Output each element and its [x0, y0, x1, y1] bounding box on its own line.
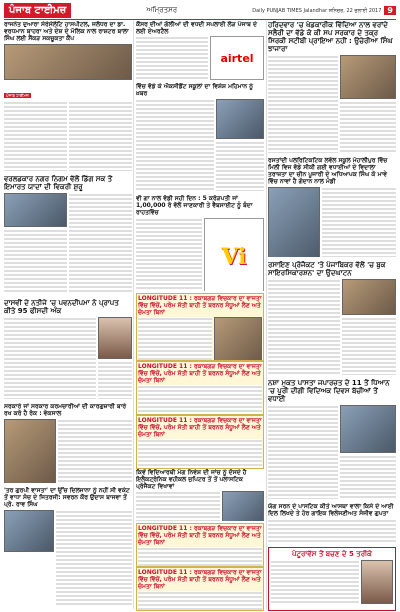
article-body [138, 439, 262, 469]
section-label: ਅਮ੍ਰਿਤਸਰ [146, 6, 178, 14]
article-body [138, 547, 262, 567]
article-headline: ਵੀ ਗਾ ਨਾਲ ਵੱਡੀ ਸਹੀ ਦਿਨ : 5 ਕਰੋੜਪਤੀ ਜਾਂ 1,00,000 ਰੋ ਵੱਲੋਂ ਜਾਣਕਾਰੀ ਤੇ ਵੈਬਸਾਈਟ ਨੂੰ ਬੰਦਾ ਰਾਹਤਵਿੱਚ [136, 195, 253, 216]
article [136, 195, 264, 291]
article [136, 523, 264, 567]
article-headline: ਰਾਜਨੇਤ ਦੁਆਰਾ ਸੇਰੇਸੇਲੇਟਿ ਹਾਸਪੀਟਲ, ਜਲੰਧਰ ਦਾ ਡਾ. ਵਰਧਮਾਨ ਬਾਹਰਾ ਅਤੇ ਦੇਸ਼ ਦੇ ਮੱਲਿਕ ਨਾਲ ਰਾਸ਼ਟਰ ਬਾਲਾ ਸਿੰਘ ਲਈ ਸੈਂਕੜ ਸਕਚੂਕਤਾ ਕੈਂਪ [4, 21, 129, 42]
article-body [138, 591, 262, 611]
page-number: 9 [384, 6, 396, 15]
article-body [216, 141, 264, 191]
article-headline: LONGITUDE 11 : ਰਕਾਬਗੜ ਵਿਚਕਾਰ ਦਾ ਵਾਜਤਾ ਵਿੱਚ ਵਿੱਚੋਂ, ਪਰੋਮ ਸੱਤੀ ਬਾਹੀ ਤੋਂ ਬਰਨਰ ਸੰਧੂਆਂ ਲੈਣ ਅਤੇ ਚੋਮਤਾ ਬਿਨਾਂ [138, 417, 262, 438]
article-headline: ਰਸਤਾਂਦੀ ਪਲਰਿਟਿਕਟਿਕ ਲਵੋਲ ਸਕੂਲ ਮੋਹਾਲੀਪੁਰ ਵਿੱਚ ਮਿਲੀ ਵਿਜ ਵੱਡੇ ਸੀਕੀ ਗਈ ਵਧਾਈਆਂ ਦੇ ਵਿਦਾਲਾ ਤਰਾਜ਼ਤਾ ਦਾ ਚੀਨ ਪੂਜਾਰੀ ਦੇ ਅਧਿਆਪਕ ਸਿੰਘ ਕੋ ਮਾਵੇ ਵਿੱਚ ਨਾਵਾਂ ਹੈ ਗੋਦਾਨ ਨਾਲ ਮੰਡੀ [268, 157, 388, 185]
article-headline: ਕੈਂਸਰ ਦੀਆਂ ਗੋਲੀਆਂ ਦੀ ਵਧਦੀ ਸਪਲਾਈ ਲੋੜ ਪੰਜਾਬ ਦੇ ਲਈ ਏਅਰਟੈਲ [136, 21, 257, 35]
article-photo [342, 279, 396, 315]
article-headline: LONGITUDE 11 : ਰਕਾਬਗੜ ਵਿਚਕਾਰ ਦਾ ਵਾਜਤਾ ਵਿੱਚ ਵਿੱਚੋਂ, ਪਰੋਮ ਸੱਤੀ ਬਾਹੀ ਤੋਂ ਬਰਨਰ ਸੰਧੂਆਂ ਲੈਣ ਅਤੇ ਚੋਮਤਾ ਬਿਨਾਂ [138, 569, 262, 590]
article [136, 83, 264, 191]
article [136, 469, 264, 521]
article-photo [4, 419, 56, 483]
column-middle [136, 21, 264, 609]
article-headline: LONGITUDE 11 : ਰਕਾਬਗੜ ਵਿਚਕਾਰ ਦਾ ਵਾਜਤਾ ਵਿੱਚ ਵਿੱਚੋਂ, ਪਰੋਮ ਸੱਤੀ ਬਾਹੀ ਤੋਂ ਬਰਨਰ ਸੰਧੂਆਂ ਲੈਣ ਅਤੇ ਚੋਮਤਾ ਬਿਨਾਂ [138, 295, 262, 316]
feature-title: ਪੇਟੂਰਾਵੱਸ ਤੋਂ ਬਚਣ ਦੇ 5 ਤਰੀਕੇ [292, 550, 372, 558]
column-divider [133, 21, 134, 609]
article-photo [268, 187, 320, 257]
article-body [136, 99, 214, 191]
article-headline: ਦਾਸਵੀਂ ਦੇ ਨਤੀਜੇ 'ਚ ਪਵਨਦੀਪਮਾ ਨੇ ਪ੍ਰਾਪਤ ਕੀਤੇ 95 ਫੀਸਦੀ ਅੰਕ [4, 299, 119, 315]
article-body [322, 187, 396, 257]
article-headline: LONGITUDE 11 : ਰਕਾਬਗੜ ਵਿਚਕਾਰ ਦਾ ਵਾਜਤਾ ਵਿੱਚ ਵਿੱਚੋਂ, ਪਰੋਮ ਸੱਤੀ ਬਾਹੀ ਤੋਂ ਬਰਨਰ ਸੰਧੂਆਂ ਲੈਣ ਅਤੇ ਚੋਮਤਾ ਬਿਨਾਂ [138, 525, 262, 546]
article-photo [214, 317, 262, 361]
article [136, 567, 264, 611]
article-body [340, 101, 396, 153]
article-photo [4, 510, 54, 552]
article [136, 21, 264, 81]
article [136, 361, 264, 415]
article-body [136, 36, 208, 80]
article [268, 261, 396, 375]
article-body [268, 519, 396, 543]
article-headline: 'ਤਰ ਗੁਰਪੀ ਵਾਸਤਾ' ਦਾ ਉੱਚ ਦਿਲਜਾਨਾ ਨੂੰ ਨਹੀਂ ਸੀ ਵਕੇਟ ਤੋਂ ਵਾਧਾ ਸੋਚ ਦੇ ਜਿਤਰਜੀ: ਸਵਰਨ ਕੌਰ ਉਦਾਸ ਬਾਜਵਾ ਤੋਂ ਪ੍ਰੋ. ਰਾਵ ਸਿੰਘ [4, 487, 130, 508]
column-divider [266, 21, 267, 609]
vi-logo: Vi [204, 218, 264, 291]
newspaper-title: ਪੰਜਾਬ ਟਾਈਮਜ਼ [4, 3, 71, 18]
article-photo [216, 99, 264, 139]
article-body [268, 55, 338, 153]
student-photo [98, 317, 132, 359]
airtel-logo: airtel [210, 36, 264, 80]
article-body [271, 560, 359, 604]
article-body [136, 491, 220, 521]
health-feature [268, 547, 396, 611]
column-left [4, 21, 132, 609]
article-headline: ਵਰਲਡਕਾਰ ਨਗਰ ਨਿਗਮ ਵੱਲੋਂ ਡਿੱਗ ਸਕ ਤੋਂ ਇਮਾਰਤ ਯਾਦਾਂ ਦੀ ਵਿਕਰੀ ਸ਼ੁਰੂ [4, 175, 113, 191]
article-body [138, 317, 212, 361]
article-photo [340, 55, 396, 99]
article-body [268, 405, 338, 499]
article-body [138, 385, 262, 415]
article-body [268, 279, 340, 375]
column-right [268, 21, 396, 609]
article-headline: ਕਿਵੇਂ ਵਿਦਿਆਰਥੀ ਮੰਗ ਨਿਵੇਸ਼ ਦੀ ਜਾਂਚ ਨੂੰ ਦੱਸਦੇ ਹੈ ਇਲੈਕਟ੍ਰੋਨਿਕ ਵਹੀਕਲ ਜੁਪਿਟਰ ਤੋਂ ਤੋਂ ਪਲਾਸਟਿਕ ਪ੍ਰੋਜੈਕਟ ਵਿਖਾਵਾਂ [136, 469, 247, 490]
article [4, 21, 132, 171]
article [4, 403, 132, 483]
issue-info [252, 6, 396, 15]
article-body [4, 101, 67, 171]
article-photo [4, 193, 67, 227]
article-body [58, 419, 132, 483]
article [4, 299, 132, 399]
article [268, 503, 396, 543]
article-photo [340, 405, 396, 453]
article-body [69, 101, 132, 171]
article-headline: ਹਰਿਦਵਾਰ 'ਚ ਖੇਡਕਾਰੀਕ ਵਿੱਦਿਆ ਨਾਲ ਵਰਾਂਦੇ ਸਲੈਰੀ ਦਾ ਵੱਡੇ ਕੇ ਕੀ ਸਪ ਸਰਕਾਰ ਦੇ ਤਕ੍ਰ ਸਿਰਕੀ ਸਟੀਬੀ ਪ੍ਰਾਇਆ ਨਹੀਂ : ਉਚੇਰੀਆ ਸਿੰਘ ਝਾਜਾਰਾ [268, 21, 393, 53]
article-body [340, 455, 396, 499]
article-body [98, 361, 132, 399]
article-body [4, 317, 96, 399]
article-headline: ਵਿੱਚ ਵੱਡੇ ਕੇ ਐਕਸੀਡੈਂਟ ਸਕੂਲਾਂ ਦਾ ਵਿਸ਼ੇਸ਼ ਮਹਿਮਾਨ ਨੂੰ ਖ਼ਬਰ [136, 83, 254, 97]
article-photo [222, 491, 264, 521]
article-headline: ਨਸ਼ਾ ਮੁਕਤ ਪਾਸਤਾ ਜਪਾਰਜ਼ਤ ਦੇ 11 ਤੋਂ ਧਿਆਨ 'ਚ ਪੂਰੀ ਦੀਗੀ ਵਿਦਿਅਕ ਦਿਵਸ ਬੱਚੀਆਂ ਤੋਂ ਵਧਾਈ [268, 379, 390, 403]
byline: ਪੰਜਾਬ ਟਾਈਮਜ਼ [6, 93, 29, 98]
article-photo [4, 44, 132, 80]
article [268, 157, 396, 257]
article-body [56, 510, 132, 607]
masthead-rule [4, 19, 396, 20]
article [268, 21, 396, 153]
article [4, 175, 132, 295]
article-headline: LONGITUDE 11 : ਰਕਾਬਗੜ ਵਿਚਕਾਰ ਦਾ ਵਾਜਤਾ ਵਿੱਚ ਵਿੱਚੋਂ, ਪਰੋਮ ਸੱਤੀ ਬਾਹੀ ਤੋਂ ਬਰਨਰ ਸੰਧੂਆਂ ਲੈਣ ਅਤੇ ਚੋਮਤਾ ਬਿਨਾਂ [138, 363, 262, 384]
article-body [69, 193, 132, 293]
article [136, 415, 264, 469]
article-photo [361, 560, 393, 604]
issue-date: Daily PUNJAB TIMES Jalandhar ਸ਼ਨਿਚਰ, 22 ਜੁਲਾਈ 2017 [252, 7, 382, 14]
article [4, 487, 132, 607]
article-body [4, 229, 67, 293]
article-body [342, 317, 396, 375]
article-headline: ਯੋਗ ਸਰਨ ਦੇ ਪਾਸਟਿਕ ਕੀਤੇ ਆਸਥਾ ਵਾਲਾ ਕਿਸੇ ਦੇ ਆਈ ਦਿਲ ਲਿਖਦੇ ਤੇ ਹੋਰ ਗਾਇਕ ਵਿਲੇਜਣੀਅਤ ਸੰਜੀਵ ਗੁਪਤਾ [268, 503, 394, 517]
article [268, 379, 396, 499]
article-headline: ਸਰਕਾਰੇ ਜਾਂ ਸਰਕਾਰ ਕਰਮਚਾਰੀਆਂ ਦੀ ਕਾਰਗੁਜ਼ਾਰੀ ਬਾਰੇ ਰਖ ਕਰੋ ਹੈ ਰੋਕ : ਵੋਕਸਾਲ [4, 403, 127, 417]
masthead [4, 3, 396, 18]
article-body [136, 218, 202, 291]
article [136, 293, 264, 361]
article-headline: ਰਸਾਇਣ ਪ੍ਰੋਜੈਕਟ 'ਤੇ ਪੰਜਾਬਿਕਰ ਵੱਲੋਂ 'ਚ ਬੁਕ ਸਾਇਰਸਿਕਾਰਸ਼ਨ' ਦਾ ਉਦਘਾਟਨ [268, 261, 386, 277]
